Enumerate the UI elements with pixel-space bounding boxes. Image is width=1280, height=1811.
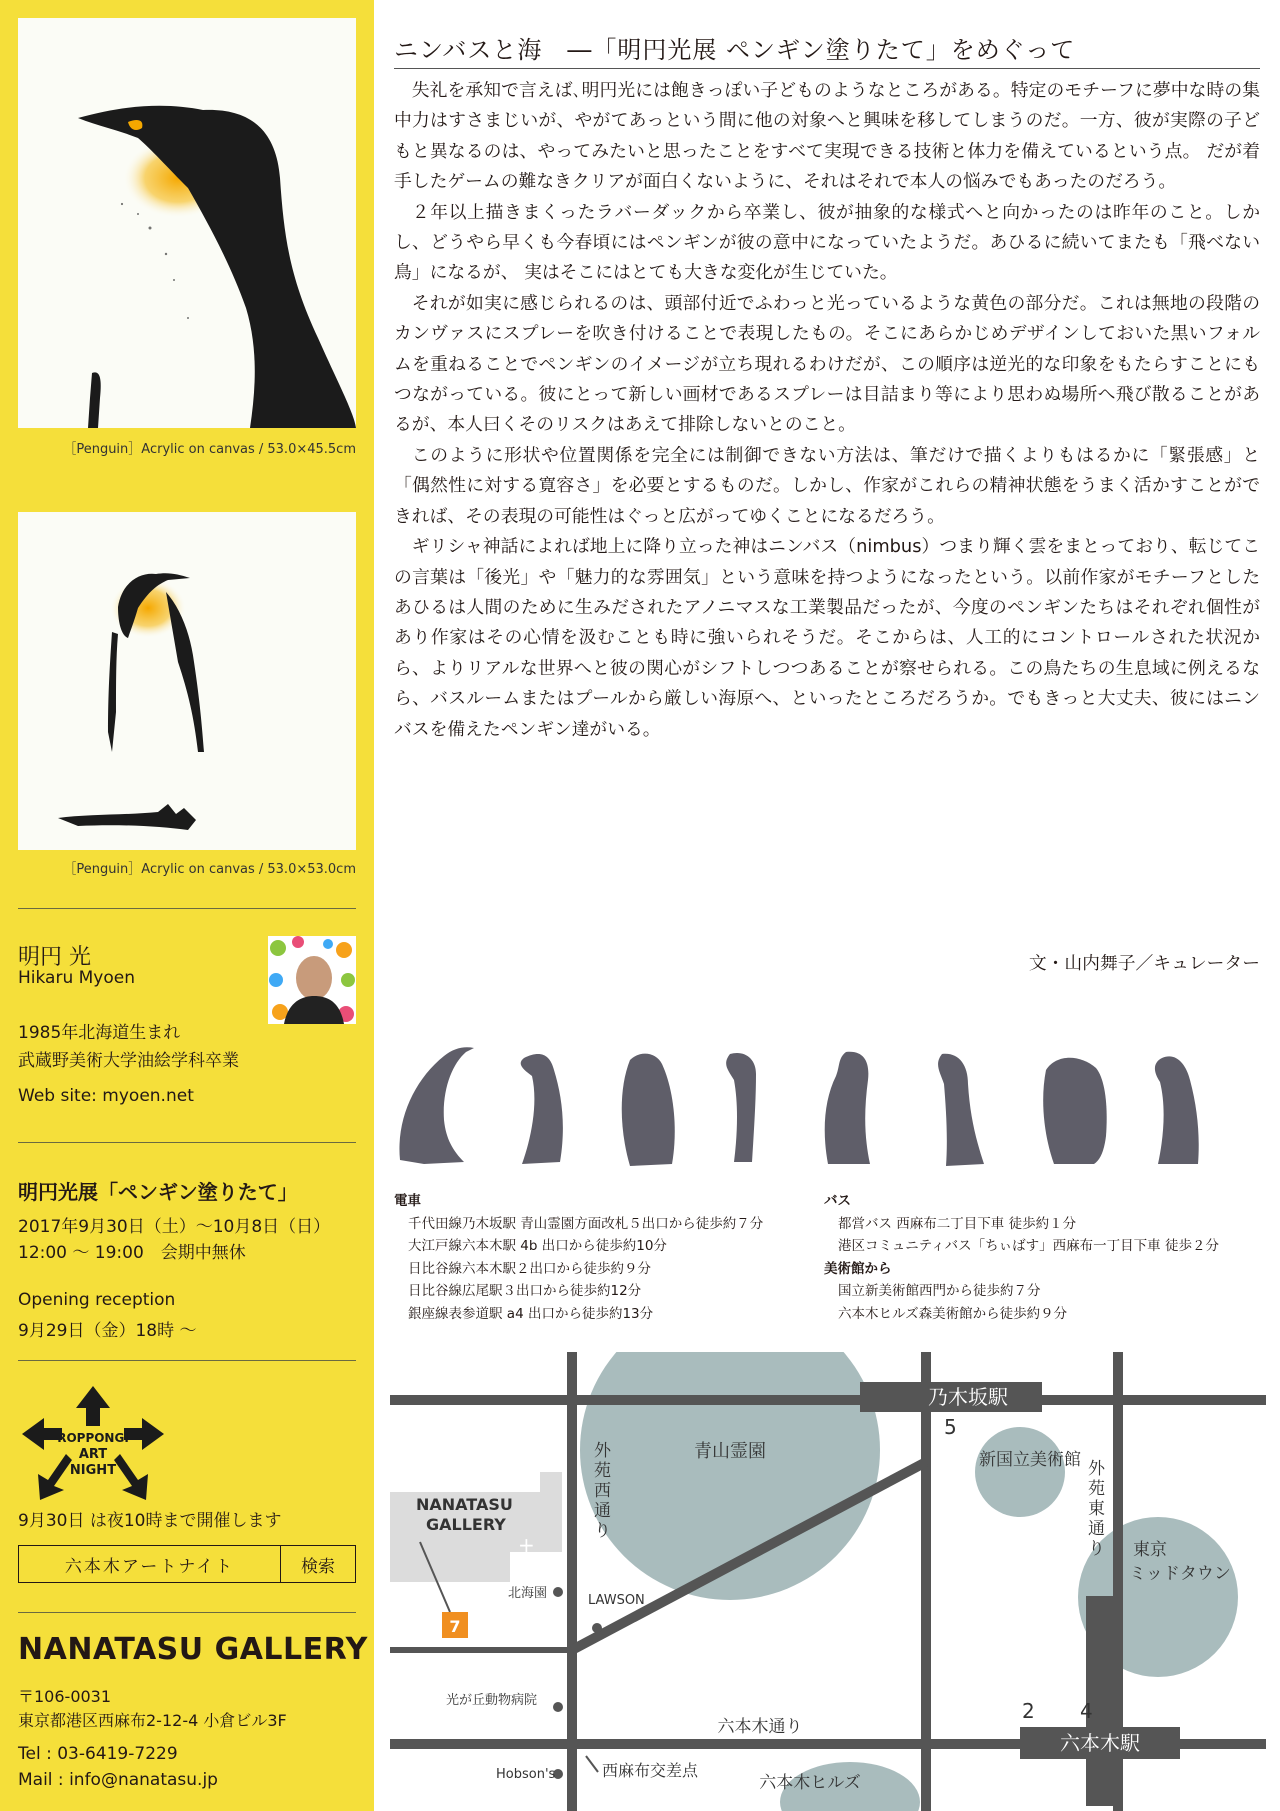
svg-text:通: 通	[1088, 1519, 1105, 1539]
essay-paragraph: ギリシャ神話によれば地上に降り立った神はニンバス（nimbus）つまり輝く雲をまとっており、転じてこの言葉は「後光」や「魅力的な雰囲気」という意味を持つようになったという。以前作家がモチーフとしたあひるは人間のために生みだされたアノニマスな工業製品だったが、今度のペンギンたちはそれぞれ個性があり作家はその心情を汲むことも時に強いられそうだ。そこからは、人工的にコントロールされた状況から、よりリアルな世界へと彼の関心がシフトしつつあることが察せられる。この鳥たちの生息域に例えるなら、バスルームまたはプールから厳しい海原へ、といったところだろうか。でもきっと大丈夫、彼にはニンバスを備えたペンギン達がいる。	[394, 536, 1260, 740]
svg-text:外: 外	[594, 1441, 611, 1461]
access-map	[390, 1352, 1266, 1811]
artist-bio-birth: 1985年北海道生まれ	[18, 1023, 181, 1043]
exhibition-title: 明円光展「ペンギン塗りたて」	[18, 1180, 298, 1204]
midtown-label-2: ミッドタウン	[1129, 1564, 1231, 1584]
gaien-west-label	[594, 1441, 612, 1541]
svg-text:り: り	[594, 1521, 611, 1541]
train-route: 日比谷線六本木駅２出口から徒歩約９分	[408, 1260, 651, 1277]
divider	[18, 1360, 356, 1361]
bus-heading: バス	[824, 1193, 851, 1209]
title-divider	[394, 68, 1260, 69]
essay-title: ニンバスと海 ―「明円光展 ペンギン塗りたて」をめぐって	[394, 36, 1076, 64]
search-query[interactable]: 六本木アートナイト	[19, 1546, 281, 1582]
lawson-label: LAWSON	[588, 1593, 645, 1608]
gaien-east-label	[1088, 1459, 1106, 1559]
svg-text:苑: 苑	[594, 1461, 611, 1481]
access-train	[394, 1190, 763, 1325]
logo-text-night: NIGHT	[69, 1463, 117, 1478]
nact-area	[975, 1427, 1065, 1517]
hospital-label: 光が丘動物病院	[446, 1693, 538, 1708]
exit-2-label: 2	[1022, 1699, 1035, 1723]
bus-route: 都営バス 西麻布二丁目下車 徒歩約１分	[838, 1215, 1077, 1232]
essay-paragraph: ２年以上描きまくったラバーダックから卒業し、彼が抽象的な様式へと向かったのは昨年のこと。しかし、どうやら早くも今春頃にはペンギンが彼の意中になっていたようだ。あひるに続いてまたも「飛べない鳥」になるが、 実はそこにはとても大きな変化が生じていた。	[394, 201, 1260, 284]
nishiazabu-label: 西麻布交差点	[602, 1761, 699, 1780]
hobsons-label: Hobson's	[496, 1767, 556, 1782]
logo-text-roppongi: ROPPONGI	[57, 1431, 129, 1445]
gallery-map-label-1: NANATASU	[416, 1495, 513, 1514]
exit-5-label: 5	[944, 1415, 957, 1439]
gallery-tel: Tel : 03-6419-7229	[18, 1744, 178, 1764]
svg-text:西: 西	[594, 1481, 611, 1501]
gallery-name: NANATASU GALLERY	[18, 1632, 368, 1667]
divider	[18, 1612, 356, 1613]
artwork-penguin-2	[18, 512, 356, 850]
art-night-notice: 9月30日 は夜10時まで開催します	[18, 1511, 282, 1531]
essay-paragraph: このように形状や位置関係を完全には制御できない方法は、筆だけで描くよりもはるかに「緊張感」と「偶然性に対する寛容さ」を必要とするものだ。しかし、作家がこれらの精神状態をうまく活かすことができれば、その表現の可能性はぐっと広がってゆくことになるだろう。	[394, 444, 1260, 527]
exit-4-label: 4	[1080, 1699, 1093, 1723]
plus-icon: +	[518, 1533, 535, 1557]
hills-label: 六本木ヒルズ	[759, 1773, 861, 1793]
roppongi-dori-label: 六本木通り	[717, 1717, 803, 1737]
access-bus	[824, 1190, 1219, 1325]
train-route: 銀座線表参道駅 a4 出口から徒歩約13分	[408, 1305, 654, 1322]
gallery-marker-number: 7	[449, 1617, 461, 1636]
essay-paragraph: それが如実に感じられるのは、頭部付近でふわっと光っているような黄色の部分だ。これは無地の段階のカンヴァスにスプレーを吹き付けることで表現したもの。そこにあらかじめデザインしておいた黒いフォルムを重ねることでペンギンのイメージが立ち現れるわけだが、この順序は逆光的な印象をもたらすことにもつながっている。彼にとって新しい画材であるスプレーは目詰まり等により思わぬ場所へ飛び散ることがあるが、本人曰くそのリスクはあえて排除しないとのこと。	[394, 292, 1260, 436]
penguin-painting-1	[18, 18, 356, 428]
svg-text:外: 外	[1088, 1459, 1105, 1479]
train-route: 日比谷線広尾駅３出口から徒歩約12分	[408, 1283, 642, 1299]
logo-text-art: ART	[78, 1447, 108, 1462]
museum-route: 国立新美術館西門から徒歩約７分	[838, 1283, 1041, 1299]
midtown-label-1: 東京	[1133, 1540, 1167, 1560]
nact-label: 新国立美術館	[979, 1450, 1081, 1470]
roppongi-art-night-logo	[18, 1384, 168, 1502]
artwork-caption-1: ［Penguin］Acrylic on canvas / 53.0×45.5cm	[63, 442, 356, 457]
artwork-caption-2: ［Penguin］Acrylic on canvas / 53.0×53.0cm	[63, 862, 356, 877]
artist-name-ja: 明円 光	[18, 945, 91, 970]
museum-heading: 美術館から	[824, 1260, 892, 1277]
svg-text:り: り	[1088, 1539, 1105, 1559]
gallery-mail[interactable]: Mail : info@nanatasu.jp	[18, 1770, 218, 1790]
svg-text:東: 東	[1088, 1499, 1105, 1519]
essay-paragraph: 失礼を承知で言えば､明円光には飽きっぽい子どものようなところがある。特定のモチーフに夢中な時の集中力はすさまじいが、やがてあっという間に他の対象へと興味を移してしまうのだ。一方、彼が実際の子どもと異なるのは、やってみたいと思ったことをすべて実現できる技術と体力を備えているという点。 だが着手したゲームの難なきクリアが面白くないように、それはそれで本人の悩みでもあったのだろう。	[394, 80, 1260, 193]
train-route: 大江戸線六本木駅 4b 出口から徒歩約10分	[408, 1238, 667, 1254]
essay-byline: 文・山内舞子／キュレーター	[1028, 953, 1260, 974]
divider	[18, 1142, 356, 1143]
svg-text:苑: 苑	[1088, 1479, 1105, 1499]
bus-route: 港区コミュニティバス「ちぃばす」西麻布一丁目下車 徒歩２分	[838, 1238, 1219, 1254]
artist-name-en: Hikaru Myoen	[18, 968, 135, 988]
train-route: 千代田線乃木坂駅 青山霊園方面改札５出口から徒歩約７分	[408, 1215, 764, 1232]
search-button[interactable]: 検索	[301, 1556, 335, 1577]
train-heading: 電車	[394, 1193, 421, 1209]
exhibition-hours: 12:00 ～ 19:00 会期中無休	[18, 1243, 246, 1263]
sidebar	[0, 0, 374, 1811]
penguin-painting-2	[18, 512, 356, 850]
artist-bio-education: 武蔵野美術大学油絵学科卒業	[18, 1051, 239, 1071]
artist-website[interactable]: Web site: myoen.net	[18, 1086, 194, 1106]
search-box[interactable]	[18, 1545, 356, 1583]
divider	[18, 908, 356, 909]
artist-photo	[268, 936, 356, 1024]
reception-date: 9月29日（金）18時 ～	[18, 1321, 197, 1341]
nogizaka-station-label: 乃木坂駅	[928, 1385, 1008, 1409]
gallery-map-label-2: GALLERY	[426, 1515, 506, 1534]
artwork-penguin-1	[18, 18, 356, 428]
essay-body	[394, 76, 1260, 745]
svg-text:通: 通	[594, 1501, 611, 1521]
penguin-silhouettes	[394, 1040, 1260, 1170]
exhibition-dates: 2017年9月30日（土）～10月8日（日）	[18, 1217, 331, 1237]
aoyama-label: 青山霊園	[694, 1441, 766, 1462]
museum-route: 六本木ヒルズ森美術館から徒歩約９分	[838, 1305, 1068, 1322]
reception-label: Opening reception	[18, 1290, 176, 1310]
roppongi-station-label: 六本木駅	[1060, 1731, 1140, 1755]
gallery-postal: 〒106-0031	[18, 1687, 112, 1706]
gallery-address: 東京都港区西麻布2-12-4 小倉ビル3F	[18, 1711, 287, 1730]
hokkaien-label: 北海園	[508, 1586, 548, 1601]
